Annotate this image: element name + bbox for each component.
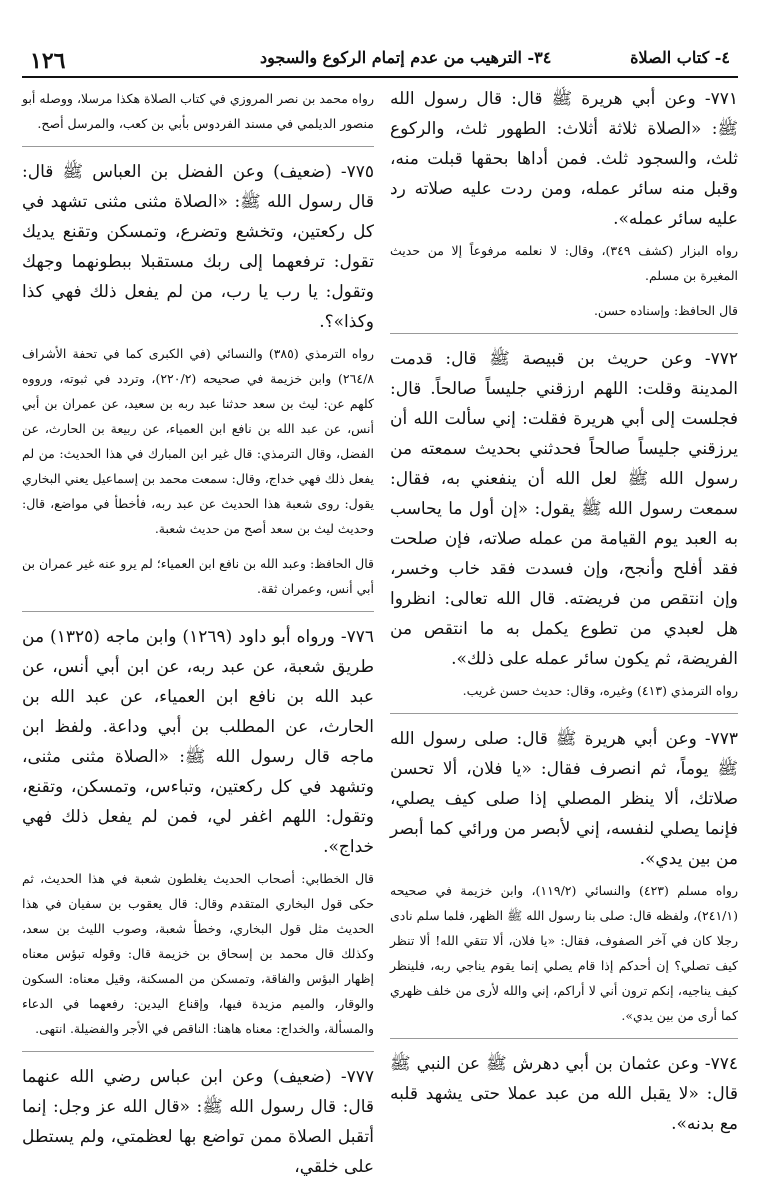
note-771-grade: قال الحافظ: وإسناده حسن. (593, 303, 738, 318)
note-772: رواه الترمذي (٤١٣) وغيره، وقال: حديث حسن غريب. (462, 683, 738, 698)
hadith-772: ٧٧٢- وعن حريث بن قبيصة ﷺ قال: قدمت المدينة وقلت: اللهم ارزقني جليساً صالحاً. قال: فجلست إلى أبي هريرة فقلت: إني سألت الله أن يرزقني جليساً صالحاً فحدثني بحديث سمعته من رسول الله ﷺ لعل الله أن ينفعني به، فقال: سمعت رسول الله ﷺ يقول: «إن أول ما يحاسب به العبد يوم القيامة من عمله صلاته، فإن صلحت فقد أفلح وأنجح، وإن فسدت فقد خاب وخسر، وإن انتقص من فريضته. قال الله تعالى: انظروا هل لعبدي من تطوع يكمل به ما انتقص من الفريضة، ثم يكون سائر عمله على ذلك». (390, 349, 738, 669)
note-775-grade: قال الحافظ: وعبد الله بن نافع ابن العمياء؛ لم يرو عنه غير عمران بن أبي أنس، وعمران ثقة. (22, 556, 374, 596)
separator (22, 146, 374, 147)
note-771-source: رواه البزار (كشف ٣٤٩)، وقال: لا نعلمه مرفوعاً إلا من حديث المغيرة بن مسلم. (390, 243, 738, 283)
page-header (0, 0, 760, 76)
note-775-source: رواه الترمذي (٣٨٥) والنسائي (في الكبرى كما في تحفة الأشراف ٢٦٤/٨) وابن خزيمة في صحيحه (٢٢٠/٢)، وتردد في ثبوته، ورووه كلهم عن: ليث بن سعد حدثنا عبد ربه بن سعيد، عن عمران بن أبي أنس، عن عبد الله بن نافع ابن العمياء، عن ربيعة بن الحارث، عن الفضل، وقال الترمذي: قال غير ابن المبارك في هذا الحديث: من لم يفعل ذلك فهي خداج، وقال: سمعت محمد بن إسماعيل يعني البخاري يقول: روى شعبة هذا الحديث عن عبد ربه، فأخطأ في مواضع، قال: وحديث ليث بن سعد أصح من حديث شعبة. (22, 346, 374, 536)
hadith-774: ٧٧٤- وعن عثمان بن أبي دهرش ﷺ عن النبي ﷺ قال: «لا يقبل الله من عبد عملا حتى يشهد قلبه مع بدنه». (390, 1054, 738, 1134)
note-top: رواه محمد بن نصر المروزي في كتاب الصلاة هكذا مرسلا، ووصله أبو منصور الديلمي في مسند الفردوس بأبي بن كعب، والمرسل أصح. (22, 91, 374, 131)
hadith-773: ٧٧٣- وعن أبي هريرة ﷺ قال: صلى رسول الله ﷺ يوماً، ثم انصرف فقال: «يا فلان، ألا تحسن صلاتك، ألا ينظر المصلي إذا صلى كيف يصلي، فإنما يصلي لنفسه، إني لأبصر من ورائي كما أبصر من بين يدي». (390, 729, 738, 869)
note-773: رواه مسلم (٤٢٣) والنسائي (١١٩/٢)، وابن خزيمة في صحيحه (٢٤١/١)، ولفظه قال: صلى بنا رسول الله ﷺ الظهر، فلما سلم نادى رجلا كان في آخر الصفوف، فقال: «يا فلان، ألا تتقي الله! ألا تنظر كيف تصلي؟ إن أحدكم إذا قام يصلي إنما يقوم يناجي ربه، فلينظر كيف يناجيه، إنكم ترون أني لا أراكم، إني والله لأرى من خلف ظهري كما أرى من بين يدي». (390, 883, 738, 1023)
separator (390, 1038, 738, 1039)
separator (390, 713, 738, 714)
note-776: قال الخطابي: أصحاب الحديث يغلطون شعبة في هذا الحديث، ثم حكى قول البخاري المتقدم وقال: قال يعقوب بن سفيان في هذا الحديث مثل قول البخاري، وخطأ شعبة، وصوب الليث بن سعد، وكذلك قال محمد بن إسحاق بن خزيمة قال: وقوله تبؤس معناه إظهار البؤس والفاقة، وتمسكن من المسكنة، وقيل معناه: السكون والوقار، والميم مزيدة فيها، وإقناع اليدين: رفعهما في الدعاء والمسألة، والخداج: معناه هاهنا: الناقص في الأجر والفضيلة. انتهى. (22, 871, 374, 1036)
hadith-771: ٧٧١- وعن أبي هريرة ﷺ قال: قال رسول الله ﷺ: «الصلاة ثلاثة أثلاث: الطهور ثلث، والركوع ثلث، والسجود ثلث. فمن أداها بحقها قبلت منه، وقبل منه سائر عمله، ومن ردت عليه صلاته رد عليه سائر عمله». (390, 89, 738, 229)
hadith-776: ٧٧٦- ورواه أبو داود (١٢٦٩) وابن ماجه (١٣٢٥) من طريق شعبة، عن عبد ربه، عن ابن أبي أنس، عن عبد الله بن نافع ابن العمياء، عن عبد الله بن الحارث، عن المطلب بن أبي وداعة. ولفظ ابن ماجه قال رسول الله ﷺ: «الصلاة مثنى مثنى، وتشهد في كل ركعتين، وتباءس، وتمسكن، وتقنع، وتقول: اللهم اغفر لي، فمن لم يفعل ذلك فهي خداج». (22, 627, 374, 857)
hadith-775: ٧٧٥- (ضعيف) وعن الفضل بن العباس ﷺ قال: قال رسول الله ﷺ: «الصلاة مثنى مثنى تشهد في كل ركعتين، وتخشع وتضرع، وتمسكن وتقنع يديك تقول: ترفعهما إلى ربك مستقبلا ببطونهما وجهك وتقول: يا رب يا رب، من لم يفعل ذلك فهي كذا وكذا»؟. (22, 162, 374, 332)
header-divider (22, 76, 738, 78)
separator (390, 333, 738, 334)
hadith-777: ٧٧٧- (ضعيف) وعن ابن عباس رضي الله عنهما قال: قال رسول الله ﷺ: «قال الله عز وجل: إنما أتقبل الصلاة ممن تواضع بها لعظمتي، ولم يستطل على خلقي، (22, 1067, 374, 1177)
left-column (22, 84, 374, 1186)
page-number: ١٢٦ (30, 48, 66, 74)
chapter-title: ٣٤- الترهيب من عدم إتمام الركوع والسجود (260, 48, 552, 67)
separator (22, 1051, 374, 1052)
book-title: ٤- كتاب الصلاة (630, 48, 730, 67)
separator (22, 611, 374, 612)
right-column (390, 84, 738, 1143)
